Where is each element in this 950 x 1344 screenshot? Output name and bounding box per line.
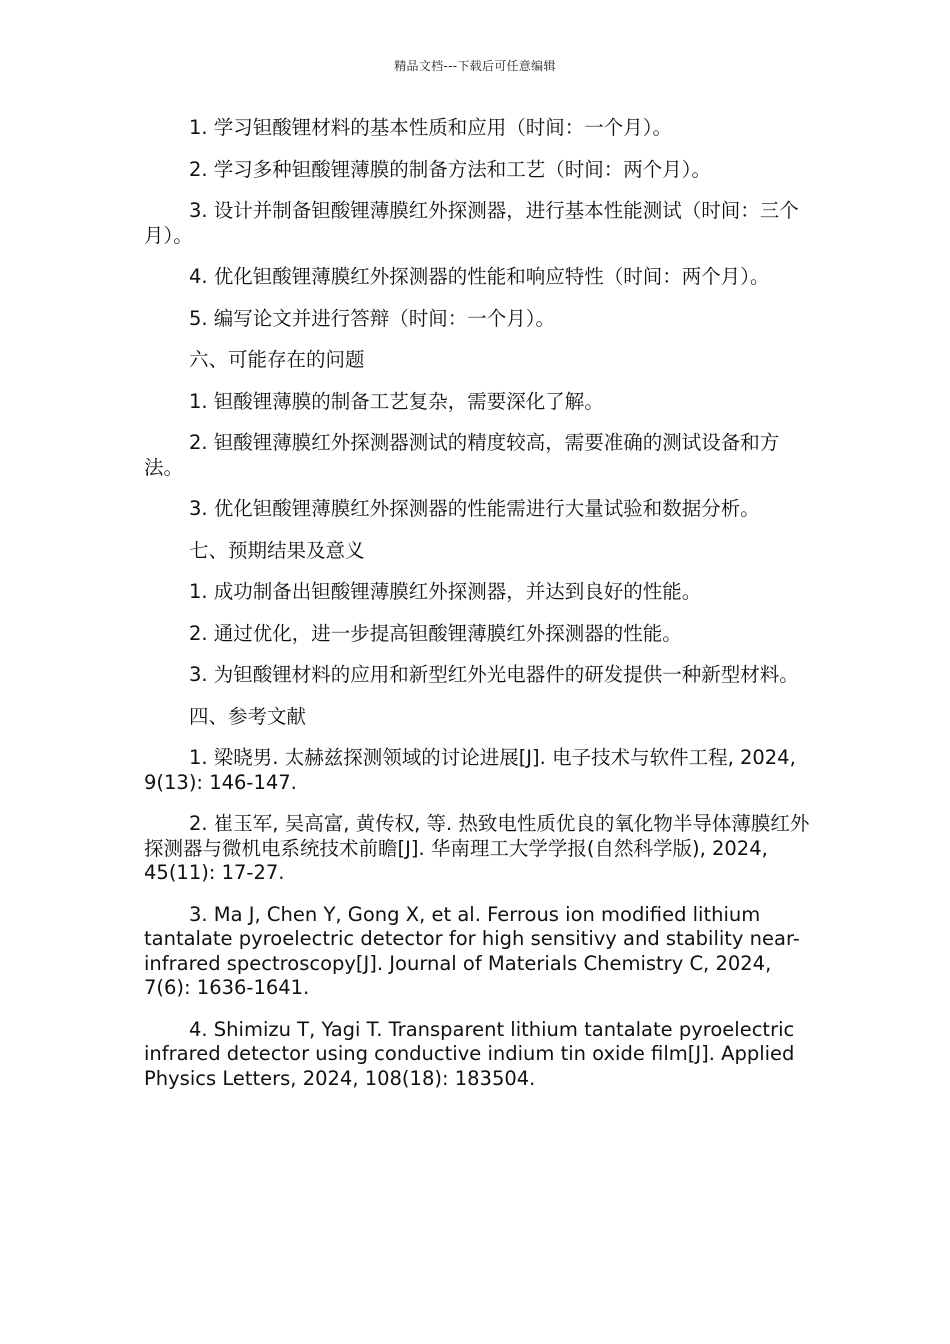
reference-item-2: 2. 崔玉军, 吴高富, 黄传权, 等. 热致电性质优良的氧化物半导体薄膜红外探测器与微机电系统技术前瞻[J]. 华南理工大学学报(自然科学版), 2024, 45(11): 17-27. — [144, 812, 810, 884]
section-heading-expected-results: 七、预期结果及意义 — [189, 538, 365, 562]
reference-item-3: 3. Ma J, Chen Y, Gong X, et al. Ferrous ion modified lithium tantalate pyroelectric detector for high sensitivy and stability near-infrared spectroscopy[J]. Journal of Materials Chemistry C, 2024, 7(6): 1636-1641. — [144, 902, 800, 999]
plan-item-1: 1. 学习钽酸锂材料的基本性质和应用（时间：一个月）。 — [189, 116, 673, 139]
plan-item-2: 2. 学习多种钽酸锂薄膜的制备方法和工艺（时间：两个月）。 — [189, 157, 712, 181]
plan-item-5: 5. 编写论文并进行答辩（时间：一个月）。 — [189, 306, 556, 330]
section-heading-references: 四、参考文献 — [189, 704, 307, 728]
result-item-2: 2. 通过优化，进一步提高钽酸锂薄膜红外探测器的性能。 — [189, 621, 682, 645]
reference-item-1: 1. 梁晓男. 太赫兹探测领域的讨论进展[J]. 电子技术与软件工程, 2024, 9(13): 146-147. — [144, 746, 796, 794]
section-heading-problems: 六、可能存在的问题 — [189, 348, 365, 371]
result-item-3: 3. 为钽酸锂材料的应用和新型红外光电器件的研发提供一种新型材料。 — [189, 663, 799, 686]
document-body — [144, 116, 812, 1108]
problem-item-3: 3. 优化钽酸锂薄膜红外探测器的性能需进行大量试验和数据分析。 — [189, 497, 760, 520]
page-header: 精品文档---下载后可任意编辑 — [394, 59, 556, 73]
problem-item-1: 1. 钽酸锂薄膜的制备工艺复杂，需要深化了解。 — [189, 389, 604, 413]
problem-item-2: 2. 钽酸锂薄膜红外探测器测试的精度较高，需要准确的测试设备和方法。 — [144, 431, 780, 479]
plan-item-4: 4. 优化钽酸锂薄膜红外探测器的性能和响应特性（时间：两个月）。 — [189, 265, 770, 288]
result-item-1: 1. 成功制备出钽酸锂薄膜红外探测器，并达到良好的性能。 — [189, 580, 702, 603]
reference-item-4: 4. Shimizu T, Yagi T. Transparent lithium tantalate pyroelectric infrared detector using conductive indium tin oxide film[J]. Applied Physics Letters, 2024, 108(18): 183504. — [144, 1017, 795, 1090]
plan-item-3: 3. 设计并制备钽酸锂薄膜红外探测器，进行基本性能测试（时间：三个月）。 — [144, 199, 799, 247]
